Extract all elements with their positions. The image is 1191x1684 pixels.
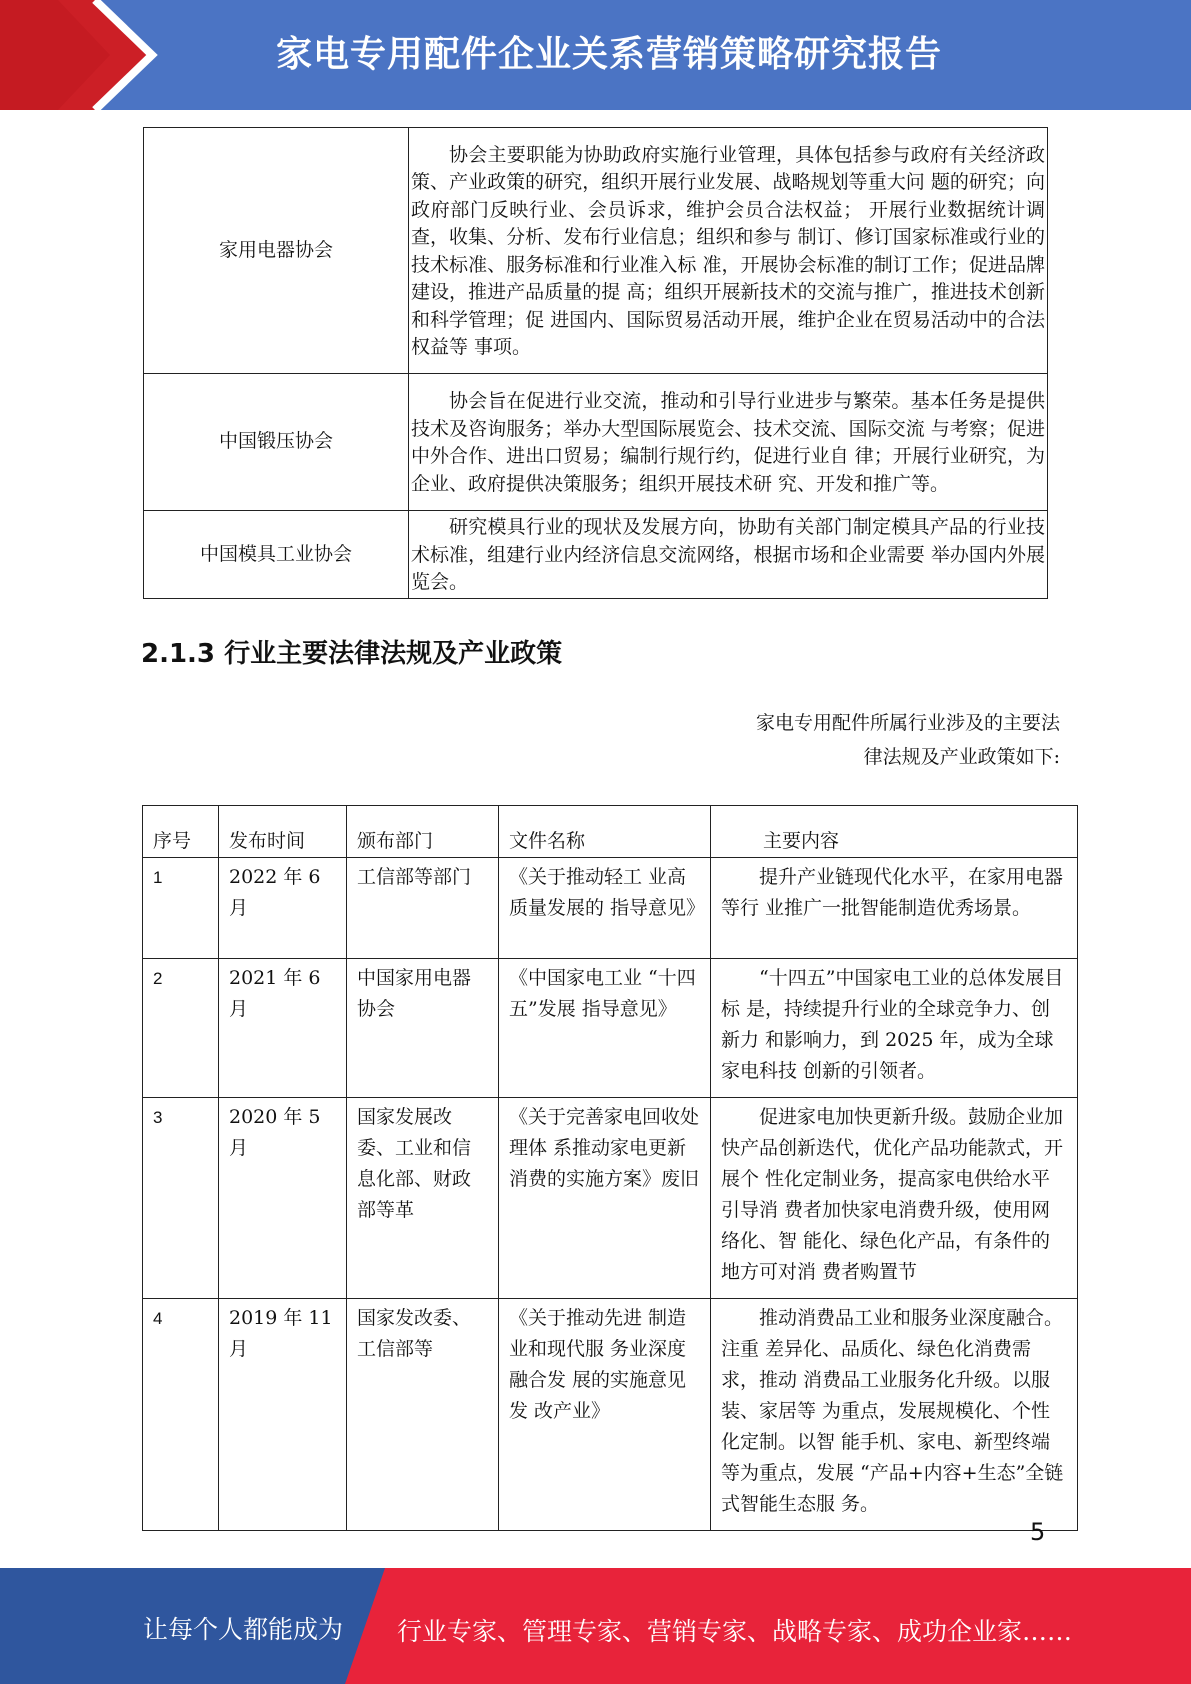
association-description: 协会旨在促进行业交流，推动和引导行业进步与繁荣。基本任务是提供技术及咨询服务；举办大型国际展览会、技术交流、国际交流 与考察；促进中外合作、进出口贸易；编制行规行约，促进行业自 律；开展行业研究，为企业、政府提供决策服务；组织开展技术研 究、开发和推广等。 bbox=[409, 374, 1048, 511]
footer-slogan-right: 行业专家、管理专家、营销专家、战略专家、成功企业家…… bbox=[397, 1617, 1073, 1646]
table-row bbox=[144, 374, 1048, 511]
main-content: 促进家电加快更新升级。鼓励企业加快产品创新迭代，优化产品功能款式，开展个 性化定制业务，提高家电供给水平引导消 费者加快家电消费升级，使用网络化、智 能化、绿色化产品，有条件的地方可对消 费者购置节 bbox=[711, 1098, 1078, 1299]
main-content: 提升产业链现代化水平，在家用电器等行 业推广一批智能制造优秀场景。 bbox=[711, 858, 1078, 959]
row-number: 3 bbox=[143, 1098, 219, 1299]
main-content: 推动消费品工业和服务业深度融合。注重 差异化、品质化、绿色化消费需求，推动 消费品工业服务化升级。以服装、家居等 为重点，发展规模化、个性化定制。以智 能手机、家电、新型终端等为重点，发展 “产品+内容+生态”全链式智能生态服 务。 bbox=[711, 1299, 1078, 1531]
column-header: 颁布部门 bbox=[347, 806, 499, 858]
association-name: 家用电器协会 bbox=[144, 128, 409, 374]
issuing-department: 工信部等部门 bbox=[347, 858, 499, 959]
table-row bbox=[144, 128, 1048, 374]
release-date: 2020 年 5 月 bbox=[219, 1098, 347, 1299]
column-header: 文件名称 bbox=[499, 806, 711, 858]
association-description: 协会主要职能为协助政府实施行业管理，具体包括参与政府有关经济政策、产业政策的研究，组织开展行业发展、战略规划等重大问 题的研究；向政府部门反映行业、会员诉求，维护会员合法权益； 开展行业数据统计调查，收集、分析、发布行业信息；组织和参与 制订、修订国家标准或行业的技术标准、服务标准和行业准入标 准，开展协会标准的制订工作；促进品牌建设，推进产品质量的提 高；组织开展新技术的交流与推广，推进技术创新和科学管理；促 进国内、国际贸易活动开展，维护企业在贸易活动中的合法权益等 事项。 bbox=[409, 128, 1048, 374]
footer-slogan-left: 让每个人都能成为 bbox=[143, 1615, 344, 1644]
section-intro bbox=[660, 706, 1060, 774]
page-header bbox=[0, 0, 1191, 110]
issuing-department: 国家发展改委、工业和信息化部、财政部等革 bbox=[347, 1098, 499, 1299]
association-table bbox=[143, 127, 1048, 599]
document-name: 《关于推动轻工 业高质量发展的 指导意见》 bbox=[499, 858, 711, 959]
document-name: 《关于推动先进 制造业和现代服 务业深度融合发 展的实施意见发 改产业》 bbox=[499, 1299, 711, 1531]
release-date: 2019 年 11 月 bbox=[219, 1299, 347, 1531]
header-title: 家电专用配件企业关系营销策略研究报告 bbox=[276, 34, 943, 75]
table-row bbox=[143, 1098, 1078, 1299]
page-number: 5 bbox=[1030, 1518, 1046, 1546]
table-row bbox=[143, 1299, 1078, 1531]
column-header: 序号 bbox=[143, 806, 219, 858]
table-row bbox=[143, 959, 1078, 1098]
table-header-row bbox=[143, 806, 1078, 858]
main-content: “十四五”中国家电工业的总体发展目标 是，持续提升行业的全球竞争力、创新力 和影响力，到 2025 年，成为全球家电科技 创新的引领者。 bbox=[711, 959, 1078, 1098]
release-date: 2021 年 6 月 bbox=[219, 959, 347, 1098]
page-footer bbox=[0, 1568, 1191, 1684]
document-name: 《中国家电工业 “十四五”发展 指导意见》 bbox=[499, 959, 711, 1098]
column-header: 发布时间 bbox=[219, 806, 347, 858]
issuing-department: 中国家用电器协会 bbox=[347, 959, 499, 1098]
association-name: 中国模具工业协会 bbox=[144, 511, 409, 599]
release-date: 2022 年 6 月 bbox=[219, 858, 347, 959]
intro-line: 家电专用配件所属行业涉及的主要法 bbox=[755, 712, 1060, 734]
issuing-department: 国家发改委、工信部等 bbox=[347, 1299, 499, 1531]
row-number: 4 bbox=[143, 1299, 219, 1531]
document-name: 《关于完善家电回收处理体 系推动家电更新 消费的实施方案》废旧 bbox=[499, 1098, 711, 1299]
intro-line: 律法规及产业政策如下: bbox=[863, 746, 1060, 768]
section-title: 2.1.3 行业主要法律法规及产业政策 bbox=[141, 639, 563, 669]
column-header: 主要内容 bbox=[711, 806, 1078, 858]
row-number: 1 bbox=[143, 858, 219, 959]
table-row bbox=[143, 858, 1078, 959]
row-number: 2 bbox=[143, 959, 219, 1098]
policy-table bbox=[142, 805, 1078, 1531]
association-description: 研究模具行业的现状及发展方向，协助有关部门制定模具产品的行业技术标准，组建行业内经济信息交流网络，根据市场和企业需要 举办国内外展览会。 bbox=[409, 511, 1048, 599]
association-name: 中国锻压协会 bbox=[144, 374, 409, 511]
table-row bbox=[144, 511, 1048, 599]
